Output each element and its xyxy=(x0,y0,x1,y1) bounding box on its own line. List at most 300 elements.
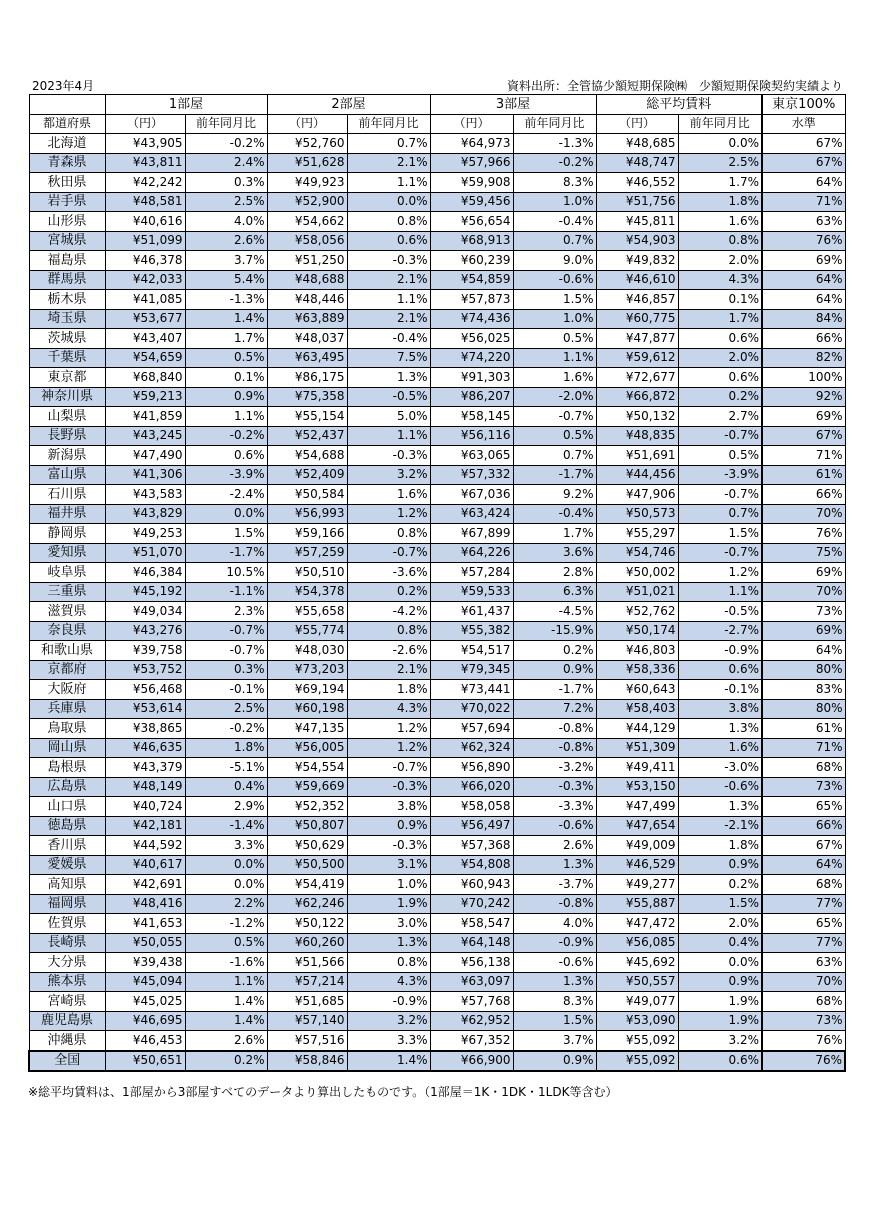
table-row xyxy=(29,290,845,310)
prefecture-cell: 千葉県 xyxy=(29,348,105,368)
yoy-cell: 1.5% xyxy=(678,524,762,544)
rent-cell: ¥42,691 xyxy=(105,875,185,895)
yoy-cell: 1.4% xyxy=(185,1011,267,1031)
rent-cell: ¥48,149 xyxy=(105,777,185,797)
prefecture-cell: 山口県 xyxy=(29,797,105,817)
yoy-cell: 2.1% xyxy=(347,309,430,329)
rent-cell: ¥49,277 xyxy=(596,875,678,895)
prefecture-cell: 新潟県 xyxy=(29,446,105,466)
yoy-cell: -0.5% xyxy=(678,602,762,622)
yoy-cell: 0.1% xyxy=(678,290,762,310)
yoy-cell: 7.5% xyxy=(347,348,430,368)
prefecture-cell: 群馬県 xyxy=(29,270,105,290)
yen-header: （円） xyxy=(267,114,347,134)
yoy-header: 前年同月比 xyxy=(513,114,596,134)
level-cell: 100% xyxy=(762,368,845,388)
yoy-cell: 1.3% xyxy=(513,972,596,992)
rent-cell: ¥44,456 xyxy=(596,465,678,485)
rent-cell: ¥40,724 xyxy=(105,797,185,817)
rent-cell: ¥63,889 xyxy=(267,309,347,329)
prefecture-cell: 沖縄県 xyxy=(29,1031,105,1051)
rent-cell: ¥50,055 xyxy=(105,933,185,953)
prefecture-cell: 広島県 xyxy=(29,777,105,797)
table-row xyxy=(29,797,845,817)
yoy-cell: 1.2% xyxy=(347,504,430,524)
rent-cell: ¥51,021 xyxy=(596,582,678,602)
rent-cell: ¥49,077 xyxy=(596,992,678,1012)
rent-cell: ¥52,352 xyxy=(267,797,347,817)
yoy-cell: 1.1% xyxy=(347,290,430,310)
rent-cell: ¥72,677 xyxy=(596,368,678,388)
yen-header: （円） xyxy=(430,114,513,134)
table-row xyxy=(29,875,845,895)
prefecture-cell: 石川県 xyxy=(29,485,105,505)
rent-cell: ¥49,923 xyxy=(267,173,347,193)
level-cell: 69% xyxy=(762,563,845,583)
rent-cell: ¥45,692 xyxy=(596,953,678,973)
rent-cell: ¥61,437 xyxy=(430,602,513,622)
rent-cell: ¥46,384 xyxy=(105,563,185,583)
yoy-cell: 5.0% xyxy=(347,407,430,427)
rent-cell: ¥57,768 xyxy=(430,992,513,1012)
rent-cell: ¥43,583 xyxy=(105,485,185,505)
rent-cell: ¥58,056 xyxy=(267,231,347,251)
yoy-cell: 0.5% xyxy=(678,446,762,466)
level-cell: 73% xyxy=(762,1011,845,1031)
rent-cell: ¥51,070 xyxy=(105,543,185,563)
rent-cell: ¥50,584 xyxy=(267,485,347,505)
prefecture-cell: 埼玉県 xyxy=(29,309,105,329)
yoy-cell: 1.4% xyxy=(185,309,267,329)
rent-cell: ¥60,198 xyxy=(267,699,347,719)
rent-cell: ¥67,352 xyxy=(430,1031,513,1051)
total-row xyxy=(29,1051,845,1072)
rent-cell: ¥43,905 xyxy=(105,134,185,154)
rent-cell: ¥56,005 xyxy=(267,738,347,758)
prefecture-cell: 熊本県 xyxy=(29,972,105,992)
table-row xyxy=(29,953,845,973)
rent-cell: ¥49,009 xyxy=(596,836,678,856)
yoy-cell: 2.7% xyxy=(678,407,762,427)
rent-cell: ¥53,614 xyxy=(105,699,185,719)
rent-cell: ¥66,872 xyxy=(596,387,678,407)
rent-cell: ¥42,033 xyxy=(105,270,185,290)
rent-cell: ¥48,685 xyxy=(596,134,678,154)
rent-cell: ¥60,943 xyxy=(430,875,513,895)
level-cell: 76% xyxy=(762,524,845,544)
rent-cell: ¥55,092 xyxy=(596,1051,678,1072)
level-cell: 73% xyxy=(762,602,845,622)
level-cell: 80% xyxy=(762,699,845,719)
level-cell: 66% xyxy=(762,816,845,836)
yoy-cell: -0.8% xyxy=(513,738,596,758)
prefecture-cell: 香川県 xyxy=(29,836,105,856)
yoy-cell: 9.0% xyxy=(513,251,596,271)
level-cell: 64% xyxy=(762,855,845,875)
rent-cell: ¥51,628 xyxy=(267,153,347,173)
yoy-cell: -0.9% xyxy=(678,641,762,661)
yoy-cell: 1.3% xyxy=(678,719,762,739)
table-row xyxy=(29,563,845,583)
rent-cell: ¥50,557 xyxy=(596,972,678,992)
level-cell: 77% xyxy=(762,933,845,953)
rent-cell: ¥46,803 xyxy=(596,641,678,661)
yoy-cell: 3.0% xyxy=(347,914,430,934)
rent-cell: ¥57,873 xyxy=(430,290,513,310)
table-row xyxy=(29,699,845,719)
rent-cell: ¥53,677 xyxy=(105,309,185,329)
yoy-cell: -2.7% xyxy=(678,621,762,641)
yoy-cell: 2.4% xyxy=(185,153,267,173)
yoy-cell: -0.7% xyxy=(678,543,762,563)
yoy-cell: -0.3% xyxy=(347,251,430,271)
rent-cell: ¥53,090 xyxy=(596,1011,678,1031)
table-row xyxy=(29,348,845,368)
yoy-cell: -1.2% xyxy=(185,914,267,934)
rent-cell: ¥63,495 xyxy=(267,348,347,368)
sub-header-row xyxy=(29,114,845,134)
yoy-cell: -0.8% xyxy=(513,719,596,739)
rent-cell: ¥49,034 xyxy=(105,602,185,622)
yoy-cell: -2.6% xyxy=(347,641,430,661)
rent-cell: ¥58,547 xyxy=(430,914,513,934)
yoy-cell: -0.3% xyxy=(347,446,430,466)
level-cell: 68% xyxy=(762,992,845,1012)
rent-cell: ¥57,140 xyxy=(267,1011,347,1031)
yoy-cell: 1.1% xyxy=(347,173,430,193)
rent-cell: ¥54,688 xyxy=(267,446,347,466)
rent-cell: ¥47,654 xyxy=(596,816,678,836)
rent-cell: ¥55,154 xyxy=(267,407,347,427)
level-cell: 67% xyxy=(762,836,845,856)
prefecture-cell: 北海道 xyxy=(29,134,105,154)
yoy-cell: 1.3% xyxy=(347,933,430,953)
yoy-cell: 1.0% xyxy=(513,309,596,329)
rent-cell: ¥59,669 xyxy=(267,777,347,797)
yoy-cell: 0.5% xyxy=(513,329,596,349)
yoy-cell: 1.6% xyxy=(678,212,762,232)
table-row xyxy=(29,894,845,914)
yoy-cell: -0.7% xyxy=(513,407,596,427)
yoy-cell: 0.6% xyxy=(678,1051,762,1072)
prefecture-cell: 山梨県 xyxy=(29,407,105,427)
rent-cell: ¥54,808 xyxy=(430,855,513,875)
rent-cell: ¥52,900 xyxy=(267,192,347,212)
rent-cell: ¥46,453 xyxy=(105,1031,185,1051)
rent-cell: ¥51,566 xyxy=(267,953,347,973)
level-cell: 69% xyxy=(762,407,845,427)
rent-cell: ¥50,651 xyxy=(105,1051,185,1072)
rent-cell: ¥43,811 xyxy=(105,153,185,173)
yoy-cell: -0.7% xyxy=(678,426,762,446)
table-row xyxy=(29,660,845,680)
rent-cell: ¥52,409 xyxy=(267,465,347,485)
prefecture-cell: 和歌山県 xyxy=(29,641,105,661)
yoy-cell: 7.2% xyxy=(513,699,596,719)
rent-cell: ¥42,242 xyxy=(105,173,185,193)
rent-cell: ¥55,887 xyxy=(596,894,678,914)
rent-cell: ¥67,036 xyxy=(430,485,513,505)
level-cell: 75% xyxy=(762,543,845,563)
yoy-cell: 1.7% xyxy=(678,309,762,329)
yoy-cell: -1.4% xyxy=(185,816,267,836)
yoy-cell: -1.3% xyxy=(513,134,596,154)
prefecture-cell: 全国 xyxy=(29,1051,105,1072)
rent-cell: ¥41,653 xyxy=(105,914,185,934)
table-row xyxy=(29,134,845,154)
prefecture-cell: 長崎県 xyxy=(29,933,105,953)
yoy-cell: 0.2% xyxy=(185,1051,267,1072)
rent-cell: ¥64,226 xyxy=(430,543,513,563)
yoy-cell: 1.3% xyxy=(513,855,596,875)
table-row xyxy=(29,504,845,524)
yoy-cell: -2.4% xyxy=(185,485,267,505)
yoy-cell: -0.7% xyxy=(185,641,267,661)
yoy-cell: 0.0% xyxy=(185,504,267,524)
table-row xyxy=(29,758,845,778)
yoy-cell: -0.1% xyxy=(185,680,267,700)
yoy-cell: 0.4% xyxy=(185,777,267,797)
yoy-cell: 3.2% xyxy=(678,1031,762,1051)
rent-cell: ¥47,135 xyxy=(267,719,347,739)
level-cell: 65% xyxy=(762,914,845,934)
rent-cell: ¥58,058 xyxy=(430,797,513,817)
rent-cell: ¥50,500 xyxy=(267,855,347,875)
rent-table xyxy=(28,94,846,1072)
yoy-cell: -0.4% xyxy=(347,329,430,349)
yoy-cell: -5.1% xyxy=(185,758,267,778)
table-row xyxy=(29,192,845,212)
table-body xyxy=(29,134,845,1072)
yoy-cell: 2.5% xyxy=(185,192,267,212)
level-header: 水準 xyxy=(762,114,845,134)
yoy-cell: 3.3% xyxy=(347,1031,430,1051)
rent-cell: ¥60,775 xyxy=(596,309,678,329)
rent-cell: ¥48,688 xyxy=(267,270,347,290)
report-date: 2023年4月 xyxy=(32,79,95,93)
rent-cell: ¥45,094 xyxy=(105,972,185,992)
rent-cell: ¥50,629 xyxy=(267,836,347,856)
table-row xyxy=(29,914,845,934)
level-cell: 64% xyxy=(762,641,845,661)
prefecture-cell: 茨城県 xyxy=(29,329,105,349)
yoy-cell: -2.1% xyxy=(678,816,762,836)
yoy-cell: -0.2% xyxy=(513,153,596,173)
group-2room: 2部屋 xyxy=(267,95,430,115)
level-cell: 73% xyxy=(762,777,845,797)
rent-cell: ¥54,517 xyxy=(430,641,513,661)
yoy-cell: -0.1% xyxy=(678,680,762,700)
rent-cell: ¥57,284 xyxy=(430,563,513,583)
yoy-cell: -3.2% xyxy=(513,758,596,778)
yoy-cell: -3.7% xyxy=(513,875,596,895)
rent-cell: ¥46,552 xyxy=(596,173,678,193)
prefecture-cell: 高知県 xyxy=(29,875,105,895)
prefecture-cell: 宮城県 xyxy=(29,231,105,251)
yoy-cell: 2.5% xyxy=(185,699,267,719)
rent-cell: ¥59,533 xyxy=(430,582,513,602)
yoy-cell: -1.6% xyxy=(185,953,267,973)
rent-cell: ¥45,811 xyxy=(596,212,678,232)
rent-cell: ¥41,306 xyxy=(105,465,185,485)
rent-cell: ¥51,685 xyxy=(267,992,347,1012)
rent-cell: ¥50,573 xyxy=(596,504,678,524)
rent-cell: ¥73,441 xyxy=(430,680,513,700)
rent-cell: ¥70,022 xyxy=(430,699,513,719)
rent-cell: ¥70,242 xyxy=(430,894,513,914)
pref-header: 都道府県 xyxy=(29,114,105,134)
yoy-cell: -0.8% xyxy=(513,894,596,914)
yoy-cell: -0.2% xyxy=(185,719,267,739)
prefecture-cell: 福岡県 xyxy=(29,894,105,914)
table-row xyxy=(29,972,845,992)
rent-cell: ¥64,148 xyxy=(430,933,513,953)
prefecture-cell: 福井県 xyxy=(29,504,105,524)
yoy-cell: -0.9% xyxy=(513,933,596,953)
yoy-header: 前年同月比 xyxy=(185,114,267,134)
level-cell: 61% xyxy=(762,465,845,485)
level-cell: 66% xyxy=(762,329,845,349)
prefecture-cell: 栃木県 xyxy=(29,290,105,310)
rent-cell: ¥40,616 xyxy=(105,212,185,232)
yoy-cell: 4.0% xyxy=(185,212,267,232)
rent-cell: ¥55,297 xyxy=(596,524,678,544)
yoy-cell: 1.7% xyxy=(678,173,762,193)
prefecture-cell: 神奈川県 xyxy=(29,387,105,407)
rent-cell: ¥56,468 xyxy=(105,680,185,700)
yoy-cell: 0.0% xyxy=(678,953,762,973)
rent-cell: ¥53,150 xyxy=(596,777,678,797)
rent-cell: ¥55,092 xyxy=(596,1031,678,1051)
rent-cell: ¥60,260 xyxy=(267,933,347,953)
prefecture-cell: 富山県 xyxy=(29,465,105,485)
yoy-cell: -1.1% xyxy=(185,582,267,602)
rent-cell: ¥43,245 xyxy=(105,426,185,446)
yoy-cell: 4.3% xyxy=(347,699,430,719)
table-row xyxy=(29,641,845,661)
level-cell: 84% xyxy=(762,309,845,329)
rent-cell: ¥79,345 xyxy=(430,660,513,680)
rent-cell: ¥50,807 xyxy=(267,816,347,836)
rent-cell: ¥43,407 xyxy=(105,329,185,349)
rent-cell: ¥52,762 xyxy=(596,602,678,622)
yoy-cell: 2.6% xyxy=(185,1031,267,1051)
prefecture-cell: 兵庫県 xyxy=(29,699,105,719)
rent-cell: ¥49,253 xyxy=(105,524,185,544)
prefecture-cell: 秋田県 xyxy=(29,173,105,193)
table-row xyxy=(29,251,845,271)
rent-cell: ¥55,774 xyxy=(267,621,347,641)
level-cell: 61% xyxy=(762,719,845,739)
level-cell: 67% xyxy=(762,426,845,446)
rent-cell: ¥43,379 xyxy=(105,758,185,778)
rent-cell: ¥68,840 xyxy=(105,368,185,388)
table-row xyxy=(29,407,845,427)
yoy-cell: -2.0% xyxy=(513,387,596,407)
yoy-cell: 0.7% xyxy=(347,134,430,154)
yoy-cell: -3.0% xyxy=(678,758,762,778)
table-row xyxy=(29,329,845,349)
table-row xyxy=(29,992,845,1012)
rent-cell: ¥52,437 xyxy=(267,426,347,446)
yoy-cell: -1.7% xyxy=(185,543,267,563)
rent-cell: ¥48,037 xyxy=(267,329,347,349)
rent-cell: ¥46,695 xyxy=(105,1011,185,1031)
prefecture-cell: 大阪府 xyxy=(29,680,105,700)
rent-cell: ¥51,756 xyxy=(596,192,678,212)
yoy-cell: 9.2% xyxy=(513,485,596,505)
prefecture-cell: 青森県 xyxy=(29,153,105,173)
rent-cell: ¥60,643 xyxy=(596,680,678,700)
prefecture-cell: 岐阜県 xyxy=(29,563,105,583)
yoy-cell: 1.1% xyxy=(513,348,596,368)
yoy-cell: -0.7% xyxy=(678,485,762,505)
rent-cell: ¥46,610 xyxy=(596,270,678,290)
rent-cell: ¥47,877 xyxy=(596,329,678,349)
yoy-cell: 2.1% xyxy=(347,660,430,680)
table-row xyxy=(29,153,845,173)
table-row xyxy=(29,173,845,193)
yoy-cell: 3.2% xyxy=(347,1011,430,1031)
yoy-cell: 3.8% xyxy=(678,699,762,719)
table-row xyxy=(29,738,845,758)
rent-cell: ¥56,654 xyxy=(430,212,513,232)
level-cell: 64% xyxy=(762,270,845,290)
yoy-cell: 2.8% xyxy=(513,563,596,583)
prefecture-cell: 福島県 xyxy=(29,251,105,271)
yoy-cell: 0.8% xyxy=(347,953,430,973)
yoy-cell: 1.9% xyxy=(347,894,430,914)
rent-cell: ¥51,099 xyxy=(105,231,185,251)
prefecture-cell: 奈良県 xyxy=(29,621,105,641)
yoy-cell: 0.3% xyxy=(185,173,267,193)
rent-cell: ¥41,085 xyxy=(105,290,185,310)
prefecture-cell: 大分県 xyxy=(29,953,105,973)
table-row xyxy=(29,426,845,446)
footnote: ※総平均賃料は、1部屋から3部屋すべてのデータより算出したものです。（1部屋＝1K・1DK・1LDK等含む） xyxy=(28,1085,618,1099)
rent-cell: ¥56,497 xyxy=(430,816,513,836)
rent-cell: ¥50,132 xyxy=(596,407,678,427)
level-cell: 70% xyxy=(762,972,845,992)
rent-cell: ¥50,510 xyxy=(267,563,347,583)
yoy-cell: -0.7% xyxy=(185,621,267,641)
yoy-cell: 3.6% xyxy=(513,543,596,563)
yoy-cell: 1.1% xyxy=(185,407,267,427)
rent-cell: ¥86,175 xyxy=(267,368,347,388)
level-cell: 80% xyxy=(762,660,845,680)
yoy-cell: 8.3% xyxy=(513,992,596,1012)
prefecture-cell: 徳島県 xyxy=(29,816,105,836)
yoy-cell: 0.2% xyxy=(678,875,762,895)
level-cell: 76% xyxy=(762,231,845,251)
yoy-cell: 1.8% xyxy=(347,680,430,700)
level-cell: 63% xyxy=(762,212,845,232)
rent-cell: ¥53,752 xyxy=(105,660,185,680)
prefecture-cell: 山形県 xyxy=(29,212,105,232)
rent-cell: ¥69,194 xyxy=(267,680,347,700)
level-cell: 69% xyxy=(762,621,845,641)
yoy-cell: 5.4% xyxy=(185,270,267,290)
yoy-cell: 0.9% xyxy=(185,387,267,407)
yoy-cell: -0.4% xyxy=(513,504,596,524)
table-row xyxy=(29,777,845,797)
rent-cell: ¥43,829 xyxy=(105,504,185,524)
rent-cell: ¥54,378 xyxy=(267,582,347,602)
yoy-cell: 0.6% xyxy=(678,660,762,680)
level-cell: 71% xyxy=(762,192,845,212)
rent-cell: ¥46,529 xyxy=(596,855,678,875)
yoy-cell: 0.9% xyxy=(678,972,762,992)
